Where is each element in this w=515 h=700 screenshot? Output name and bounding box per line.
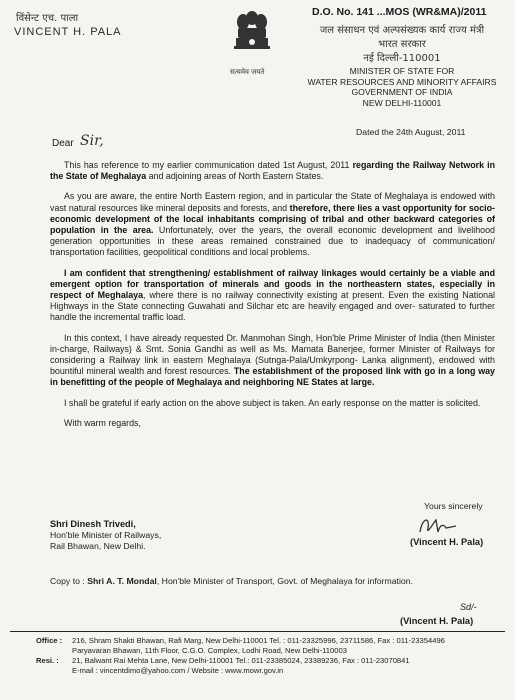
footer-office: Office : 216, Shram Shakti Bhawan, Rafi Marg, New Delhi-110001 Tel. : 011-23325996, 23711586, Fax : 011-23354496 Paryavaran Bhawan, 11th Floor, C.G.O. Complex, Lodhi Road, New Delhi-110003 — [36, 636, 445, 655]
office-header — [292, 22, 512, 108]
state-emblem-icon — [228, 8, 276, 66]
recipient-address: Rail Bhawan, New Delhi. — [50, 541, 146, 551]
sender-name: VINCENT H. PALA — [14, 26, 122, 38]
yours-sincerely: Yours sincerely — [424, 501, 483, 511]
closing: With warm regards, — [64, 417, 141, 428]
handwritten-salutation: Sir, — [80, 133, 104, 149]
letter-body — [50, 160, 495, 429]
sd-name: (Vincent H. Pala) — [400, 616, 474, 626]
sd-mark: Sd/- — [460, 602, 477, 612]
recipient-block — [50, 518, 161, 552]
salutation: Dear — [52, 138, 74, 149]
office-line: WATER RESOURCES AND MINORITY AFFAIRS — [307, 76, 497, 87]
letter-date: Dated the 24th August, 2011 — [356, 127, 466, 137]
footer-divider — [10, 631, 505, 632]
paragraph-4: In this context, I have already requested Dr. Manmohan Singh, Hon'ble Prime Minister of India (then Minister in-charge, Railways) & Smt. Sonia Gandhi as well as Ms. Mamata Banerjee, former Minister of Railways for considering a Railway link in eastern Meghalaya (Sutnga-Pala/Umkyrpong- Lanka alignment), endowed with bountiful mineral wealth and forest resources. The establishment of the proposed link with go in a long way in benefitting of the people of Meghalaya and neighboring NE States at large. — [50, 332, 495, 388]
do-number: D.O. No. 141 ...MOS (WR&MA)/2011 — [312, 6, 487, 18]
paragraph-5: I shall be grateful if early action on the above subject is taken. An early response on the matter is solicited. — [64, 397, 481, 408]
paragraph-3: I am confident that strengthening/ establishment of railway linkages would certainly be a viable and emergent option for transportation of minerals and goods in the northeastern states, especially in respect of Meghalaya, where there is no railway connectivity existing at present. Even the existing National Highways in the State connecting Guwahati and Silchar etc are heavily engaged and over- saturated to further handle the incremental traffic load. — [50, 267, 495, 323]
footer-resi-line1: 21, Balwant Rai Mehta Lane, New Delhi-110001 Tel.: 011-23385024, 23389236, Fax : 011-23070841 — [72, 656, 410, 665]
footer-resi-line2: E-mail : vincentdimo@yahoo.com / Website : www.mowr.gov.in — [72, 666, 284, 675]
footer-residence: Resi. : 21, Balwant Rai Mehta Lane, New Delhi-110001 Tel.: 011-23385024, 23389236, Fax : 011-23070841 E-mail : vincentdimo@yahoo.com / Website : www.mowr.gov.in — [36, 656, 410, 675]
office-line: NEW DELHI-110001 — [362, 97, 442, 108]
emblem-motto: सत्यमेव जयते — [230, 68, 265, 76]
paragraph-2: As you are aware, the entire North Eastern region, and in particular the State of Meghalaya is endowed with vast natural resources like mineral deposits and forests, and therefore, there lies a vast opportunity for socio-economic development of the local inhabitants comprising of tribal and other backward categories of population in the area. Unfortunately, over the years, the overall economic development and livelihood generation opportunities in these areas remained constrained due to inadequacy of communication/ transportation facilities, geopolitical conditions and local problems. — [50, 191, 495, 258]
office-hindi-line3: नई दिल्ली-110001 — [363, 53, 441, 64]
office-line: MINISTER OF STATE FOR — [349, 66, 455, 76]
footer-office-line1: 216, Shram Shakti Bhawan, Rafi Marg, New Delhi-110001 Tel. : 011-23325996, 23711586, Fax : 011-23354496 — [72, 636, 445, 645]
sender-name-hindi: विंसेन्ट एच. पाला — [16, 13, 79, 24]
office-hindi-line2: भारत सरकार — [378, 39, 426, 50]
footer-office-line2: Paryavaran Bhawan, 11th Floor, C.G.O. Complex, Lodhi Road, New Delhi-110003 — [72, 646, 347, 655]
paragraph-1: This has reference to my earlier communication dated 1st August, 2011 regarding the Railway Network in the State of Meghalaya and adjoining areas of North Eastern States. — [50, 160, 496, 182]
copy-to: Copy to : Shri A. T. Mondal, Hon'ble Minister of Transport, Govt. of Meghalaya for information. — [50, 576, 413, 586]
office-line: GOVERNMENT OF INDIA — [351, 87, 453, 98]
office-hindi-line1: जल संसाधन एवं अल्पसंख्यक कार्य राज्य मंत्री — [319, 25, 485, 36]
recipient-name: Shri Dinesh Trivedi, — [50, 519, 136, 529]
footer — [36, 636, 506, 676]
recipient-title: Hon'ble Minister of Railways, — [50, 530, 162, 540]
signature-name: (Vincent H. Pala) — [410, 537, 484, 547]
